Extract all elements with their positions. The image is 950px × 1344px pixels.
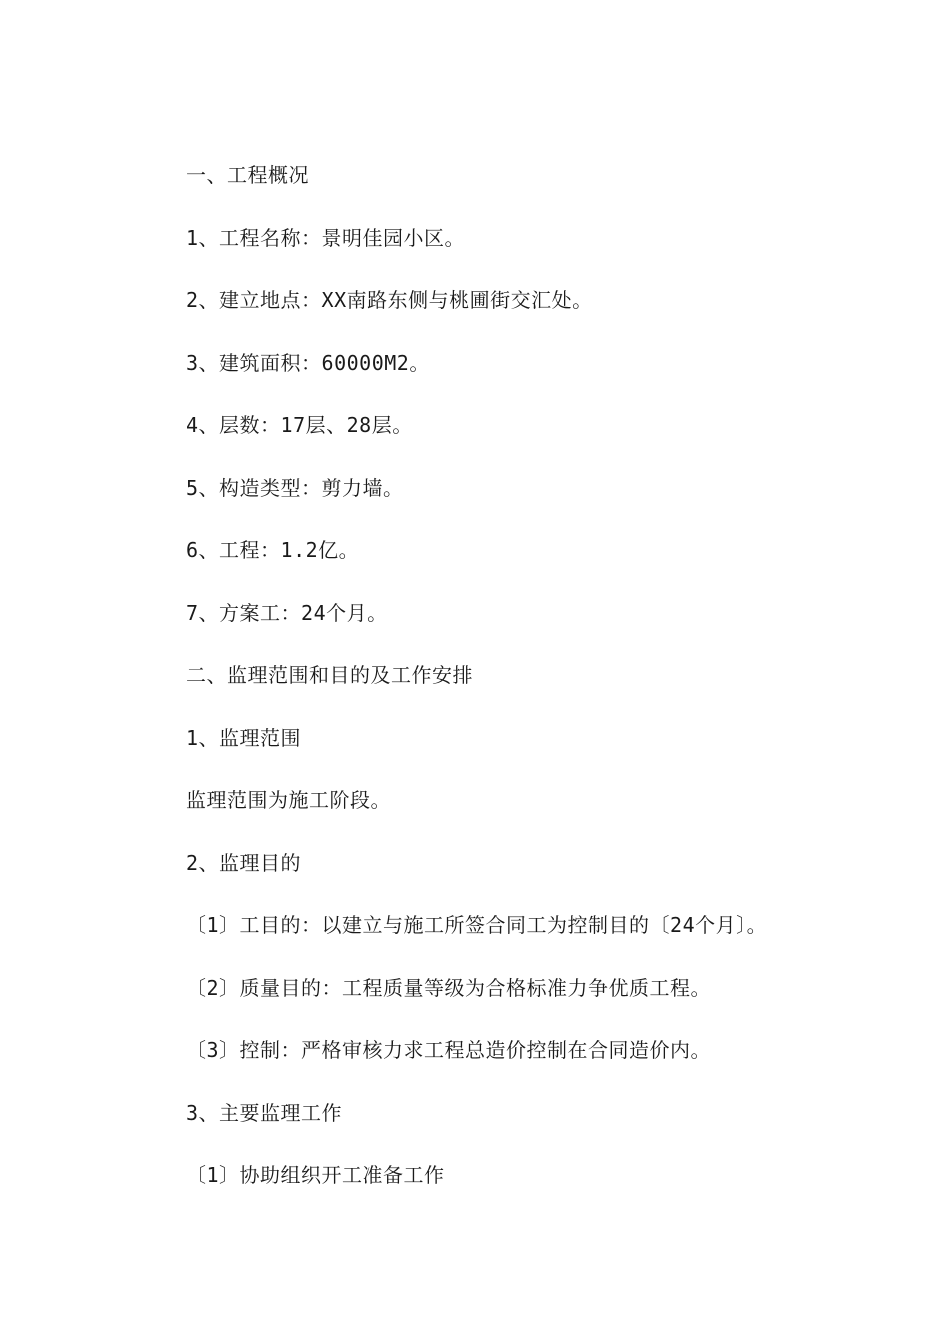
quality-goal-line: 〔2〕质量目的：工程质量等级为合格标准力争优质工程。 — [186, 975, 712, 1000]
planned-duration-line: 7、方案工：24个月。 — [186, 600, 388, 625]
schedule-goal-line: 〔1〕工目的：以建立与施工所签合同工为控制目的〔24个月〕。 — [186, 913, 768, 937]
project-name-line: 1、工程名称：景明佳园小区。 — [186, 225, 466, 250]
structure-type-line: 5、构造类型：剪力墙。 — [186, 475, 404, 500]
section-heading-supervision-scope: 二、监理范围和目的及工作安排 — [186, 663, 473, 687]
section-heading-project-overview: 一、工程概况 — [186, 163, 309, 187]
subheading-supervision-goals: 2、监理目的 — [186, 850, 302, 875]
cost-control-line: 〔3〕控制：严格审核力求工程总造价控制在合同造价内。 — [186, 1038, 712, 1062]
floor-count-line: 4、层数：17层、28层。 — [186, 413, 413, 437]
supervision-scope-text: 监理范围为施工阶段。 — [186, 788, 391, 812]
building-area-line: 3、建筑面积：60000M2。 — [186, 350, 430, 375]
subheading-supervision-scope: 1、监理范围 — [186, 725, 302, 750]
subheading-main-supervision-work: 3、主要监理工作 — [186, 1100, 343, 1125]
project-location-line: 2、建立地点：XX南路东侧与桃圃街交汇处。 — [186, 288, 593, 312]
preparation-work-line: 〔1〕协助组织开工准备工作 — [186, 1163, 445, 1187]
document-body — [186, 160, 886, 1223]
project-cost-line: 6、工程：1.2亿。 — [186, 538, 360, 562]
